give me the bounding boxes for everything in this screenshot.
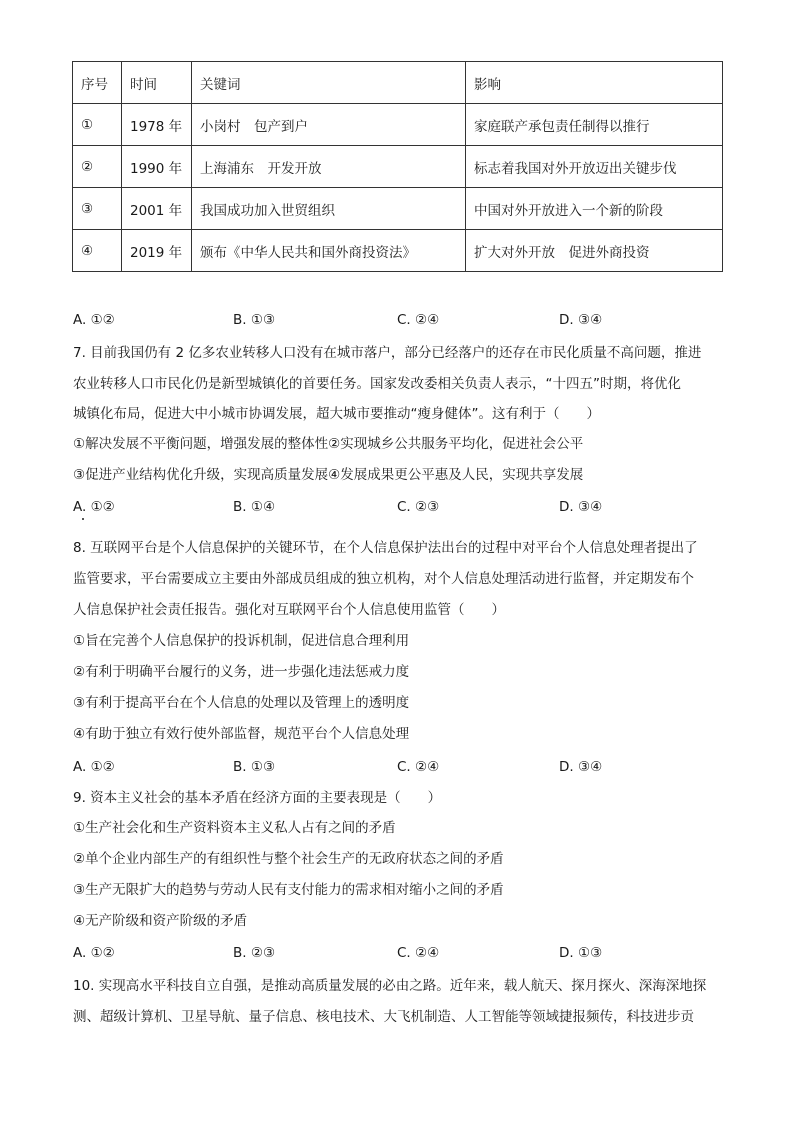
q8-statement: ②有利于明确平台履行的义务，进一步强化违法惩戒力度 <box>73 664 410 680</box>
option-d: D. ③④ <box>559 759 603 775</box>
cell-index: ① <box>73 104 122 146</box>
q9-statement: ④无产阶级和资产阶级的矛盾 <box>73 913 248 929</box>
q8-statement: ①旨在完善个人信息保护的投诉机制，促进信息合理利用 <box>73 633 410 649</box>
option-b: B. ①④ <box>233 499 276 515</box>
option-a: A. ①② <box>73 759 115 775</box>
q7-stem-line: 7. 目前我国仍有 2 亿多农业转移人口没有在城市落户，部分已经落户的还存在市民化质量不高问题，推进 <box>73 345 702 361</box>
q7-statement: ①解决发展不平衡问题，增强发展的整体性②实现城乡公共服务平均化，促进社会公平 <box>73 436 584 452</box>
cell-keywords: 我国成功加入世贸组织 <box>192 188 466 230</box>
cell-impact: 中国对外开放进入一个新的阶段 <box>466 188 723 230</box>
option-c: C. ②④ <box>397 312 440 328</box>
cell-time: 1978 年 <box>122 104 192 146</box>
cell-keywords: 小岗村 包产到户 <box>192 104 466 146</box>
q8-options <box>73 757 733 777</box>
cell-keywords: 颁布《中华人民共和国外商投资法》 <box>192 230 466 272</box>
header-impact: 影响 <box>466 62 723 104</box>
cell-keywords: 上海浦东 开发开放 <box>192 146 466 188</box>
option-d: D. ③④ <box>559 312 603 328</box>
q7-stem-line: 城镇化布局，促进大中小城市协调发展，超大城市要推动“瘦身健体”。这有利于（ ） <box>73 406 600 422</box>
history-table <box>72 61 723 272</box>
q9-statement: ①生产社会化和生产资料资本主义私人占有之间的矛盾 <box>73 820 396 836</box>
q8-stem-line: 8. 互联网平台是个人信息保护的关键环节，在个人信息保护法出台的过程中对平台个人信息处理者提出了 <box>73 540 698 556</box>
q8-stem-line: 监管要求，平台需要成立主要由外部成员组成的独立机构，对个人信息处理活动进行监督，并定期发布个 <box>73 571 694 587</box>
cell-time: 2019 年 <box>122 230 192 272</box>
q8-stem-line: 人信息保护社会责任报告。强化对互联网平台个人信息使用监管（ ） <box>73 602 505 618</box>
header-keywords: 关键词 <box>192 62 466 104</box>
option-c: C. ②③ <box>397 499 440 515</box>
table-header-row <box>73 62 723 104</box>
q9-options <box>73 943 733 963</box>
table-row <box>73 104 723 146</box>
option-d: D. ③④ <box>559 499 603 515</box>
header-time: 时间 <box>122 62 192 104</box>
cell-index: ④ <box>73 230 122 272</box>
cell-impact: 家庭联产承包责任制得以推行 <box>466 104 723 146</box>
q9-statement: ③生产无限扩大的趋势与劳动人民有支付能力的需求相对缩小之间的矛盾 <box>73 882 504 898</box>
q9-stem-line: 9. 资本主义社会的基本矛盾在经济方面的主要表现是（ ） <box>73 790 442 806</box>
option-a: A. ①② <box>73 312 115 328</box>
table-row <box>73 188 723 230</box>
cell-time: 1990 年 <box>122 146 192 188</box>
option-d: D. ①③ <box>559 945 603 961</box>
q8-statement: ③有利于提高平台在个人信息的处理以及管理上的透明度 <box>73 695 410 711</box>
cell-index: ② <box>73 146 122 188</box>
cell-impact: 标志着我国对外开放迈出关键步伐 <box>466 146 723 188</box>
q10-stem-line: 10. 实现高水平科技自立自强，是推动高质量发展的必由之路。近年来，载人航天、探月探火、深海深地探 <box>73 978 707 994</box>
cell-time: 2001 年 <box>122 188 192 230</box>
header-index: 序号 <box>73 62 122 104</box>
table-row <box>73 230 723 272</box>
option-c: C. ②④ <box>397 759 440 775</box>
option-b: B. ①③ <box>233 759 276 775</box>
option-a: A. ①② <box>73 945 115 961</box>
option-b: B. ①③ <box>233 312 276 328</box>
cell-index: ③ <box>73 188 122 230</box>
q10-stem-line: 测、超级计算机、卫星导航、量子信息、核电技术、大飞机制造、人工智能等领域捷报频传，科技进步贡 <box>73 1009 694 1025</box>
option-b: B. ②③ <box>233 945 276 961</box>
q7-options <box>73 497 733 517</box>
q8-statement: ④有助于独立有效行使外部监督，规范平台个人信息处理 <box>73 726 410 742</box>
q7-statement: ③促进产业结构优化升级，实现高质量发展④发展成果更公平惠及人民，实现共享发展 <box>73 467 584 483</box>
option-a: A. ①② <box>73 499 115 515</box>
option-c: C. ②④ <box>397 945 440 961</box>
q6-options <box>73 310 733 330</box>
table-row <box>73 146 723 188</box>
q7-stem-line: 农业转移人口市民化仍是新型城镇化的首要任务。国家发改委相关负责人表示，“十四五”时期，将优化 <box>73 376 681 392</box>
stray-mark <box>82 518 84 520</box>
cell-impact: 扩大对外开放 促进外商投资 <box>466 230 723 272</box>
q9-statement: ②单个企业内部生产的有组织性与整个社会生产的无政府状态之间的矛盾 <box>73 851 504 867</box>
